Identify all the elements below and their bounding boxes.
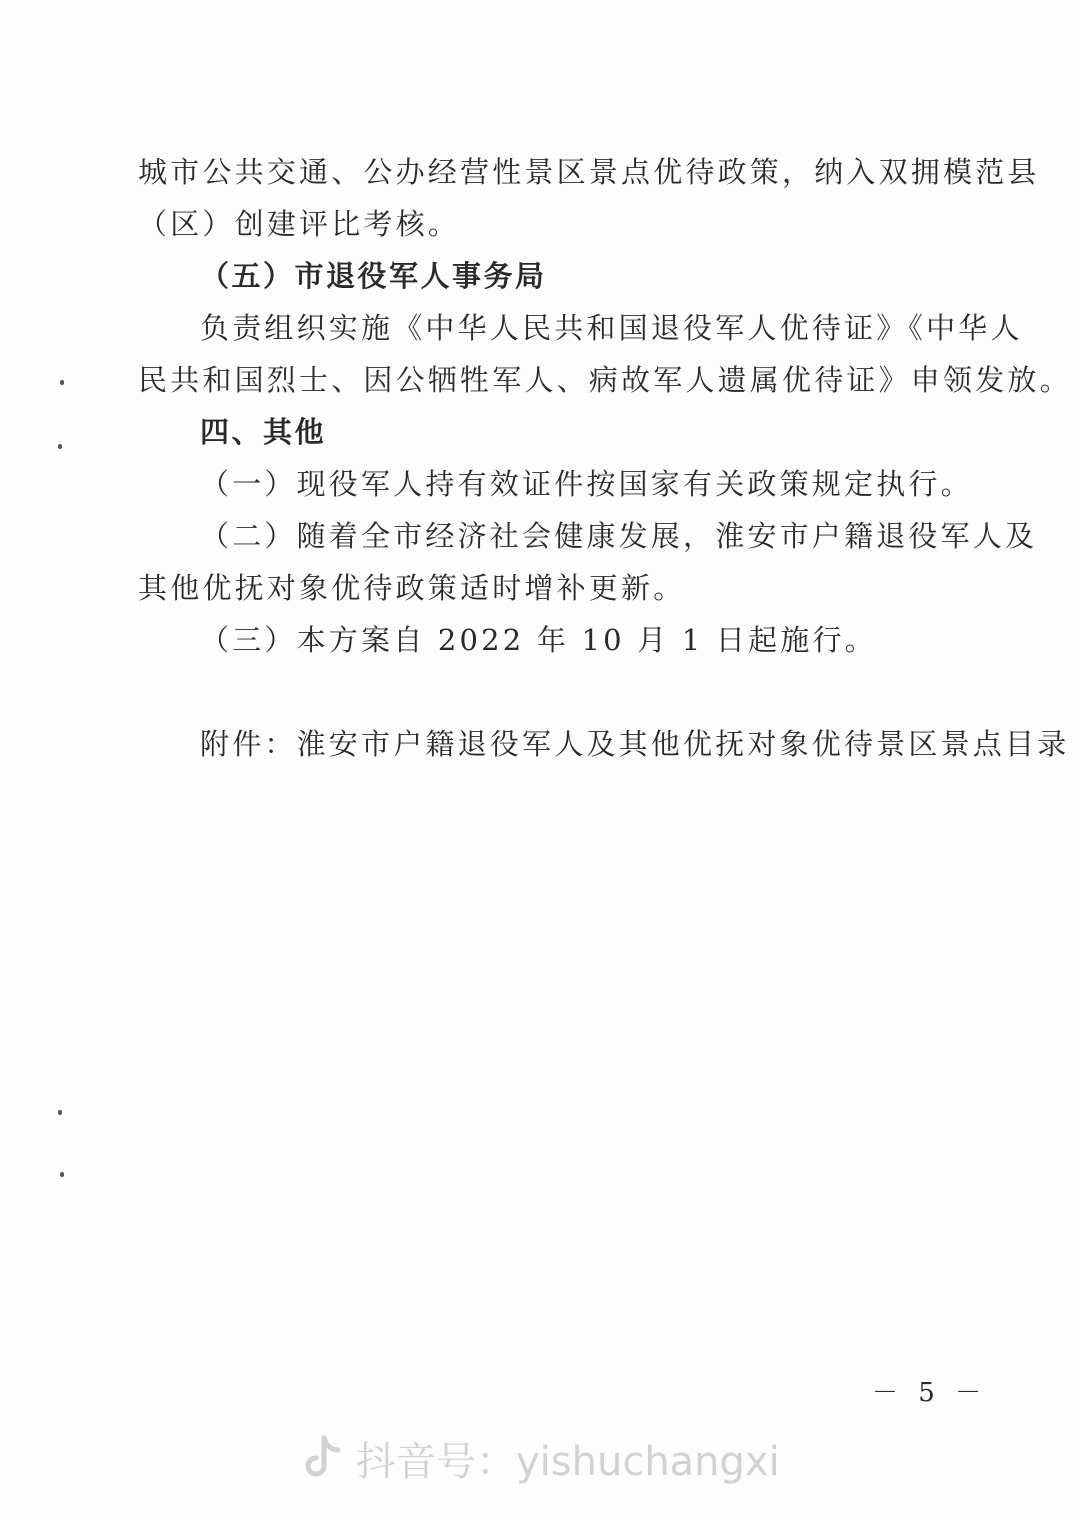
watermark-text: 抖音号：yishuchangxi: [356, 1438, 780, 1485]
clause-2-line-1: （二）随着全市经济社会健康发展，淮安市户籍退役军人及: [200, 519, 1038, 553]
section-heading-5: （五）市退役军人事务局: [200, 259, 547, 293]
scan-speck: [60, 1172, 64, 1177]
clause-2-line-2: 其他优抚对象优待政策适时增补更新。: [138, 571, 686, 605]
body-line-1: 城市公共交通、公办经营性景区景点优待政策，纳入双拥模范县: [138, 155, 1040, 189]
scan-speck: [58, 444, 62, 449]
attachment-line: 附件：淮安市户籍退役军人及其他优抚对象优待景区景点目录: [200, 727, 1070, 761]
watermark: [300, 1428, 780, 1488]
chapter-heading-4: 四、其他: [200, 415, 327, 449]
clause-1: （一）现役军人持有效证件按国家有关政策规定执行。: [200, 467, 973, 501]
body-line-3: 负责组织实施《中华人民共和国退役军人优待证》《中华人: [200, 311, 1023, 345]
body-line-2: （区）创建评比考核。: [138, 207, 461, 241]
body-line-4: 民共和国烈士、因公牺牲军人、病故军人遗属优待证》申领发放。: [138, 363, 1072, 397]
tiktok-icon: [300, 1434, 342, 1482]
page-number: － 5 －: [872, 1378, 988, 1408]
clause-3: （三）本方案自 2022 年 10 月 1 日起施行。: [200, 623, 877, 657]
scan-speck: [58, 1110, 62, 1115]
scan-speck: [60, 380, 64, 385]
